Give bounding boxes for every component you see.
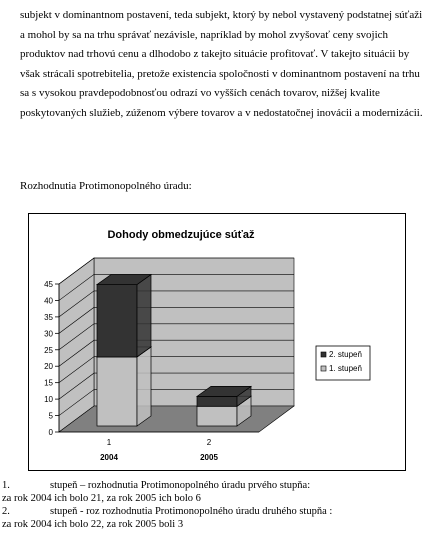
legend-label: 2. stupeň [329,350,362,359]
bar-segment [97,347,151,426]
bar-front-face [197,396,237,406]
legend-label: 1. stupeň [329,364,362,373]
bar-side-face [137,275,151,357]
stacked-bar-chart [29,214,407,472]
chart-frame [28,213,406,471]
paragraph-line: sa s vysokou pravdepodobnosťou odrazí vo vyšších cenách tovarov, nižšej kvalite [20,87,380,100]
paragraph-line: poskytovaných služieb, zúženom výbere tovarov a v nedostatočnej inovácii a modernizácii. [20,106,423,119]
y-tick-label: 0 [48,428,53,437]
y-tick-label: 10 [44,395,53,405]
bar-segment [97,275,151,357]
x-tick-label: 1 [106,438,112,447]
note-text: stupeň – rozhodnutia Protimonopolného úradu prvého stupňa: [50,480,311,491]
legend-swatch [321,352,326,357]
note-text: stupeň - roz rozhodnutia Protimonopolného úradu druhého stupňa : [50,506,333,517]
legend-swatch [321,366,326,371]
y-tick-label: 5 [48,411,53,421]
bar-front-face [197,406,237,426]
note-number: 1. [2,480,10,491]
note-text: za rok 2004 ich bolo 22, za rok 2005 boli 3 [2,519,184,530]
chart-floor [59,406,294,432]
x-category-sublabel: 2005 [200,453,218,462]
bar-side-face [137,347,151,426]
y-tick-label: 35 [44,312,53,322]
paragraph-line: však strácali spotrebitelia, pretože existencia spoločnosti v dominantnom postavení na trhu [20,67,420,80]
note-number: 2. [2,506,10,517]
y-tick-label: 40 [44,296,53,306]
section-heading: Rozhodnutia Protimonopolného úradu: [20,180,192,192]
chart-title: Dohody obmedzujúce súťaž [107,229,255,241]
y-tick-label: 30 [44,329,53,339]
paragraph-line: produktov nad trhovú cenu a dlhodobo z takejto situácie profitovať. V takejto situácii by [20,48,410,61]
bar-front-face [97,357,137,426]
body-paragraph [20,6,432,124]
bar-front-face [97,285,137,357]
y-tick-label: 15 [44,378,53,388]
x-category-sublabel: 2004 [100,453,118,462]
y-tick-label: 45 [44,280,53,289]
paragraph-line: subjekt v dominantnom postavení, teda subjekt, ktorý by nebol vystavený podstatnej súťaži [20,9,423,21]
chart-legend [316,346,370,380]
note-text: za rok 2004 ich bolo 21, za rok 2005 ich bolo 6 [2,493,201,504]
y-tick-label: 25 [44,345,53,355]
x-tick-label: 2 [206,438,212,447]
chart-side-wall [59,258,94,432]
y-tick-label: 20 [44,362,53,372]
paragraph-line: a mohol by sa na trhu správať nezávisle, napríklad by mohol zvyšovať ceny svojich [20,28,389,41]
